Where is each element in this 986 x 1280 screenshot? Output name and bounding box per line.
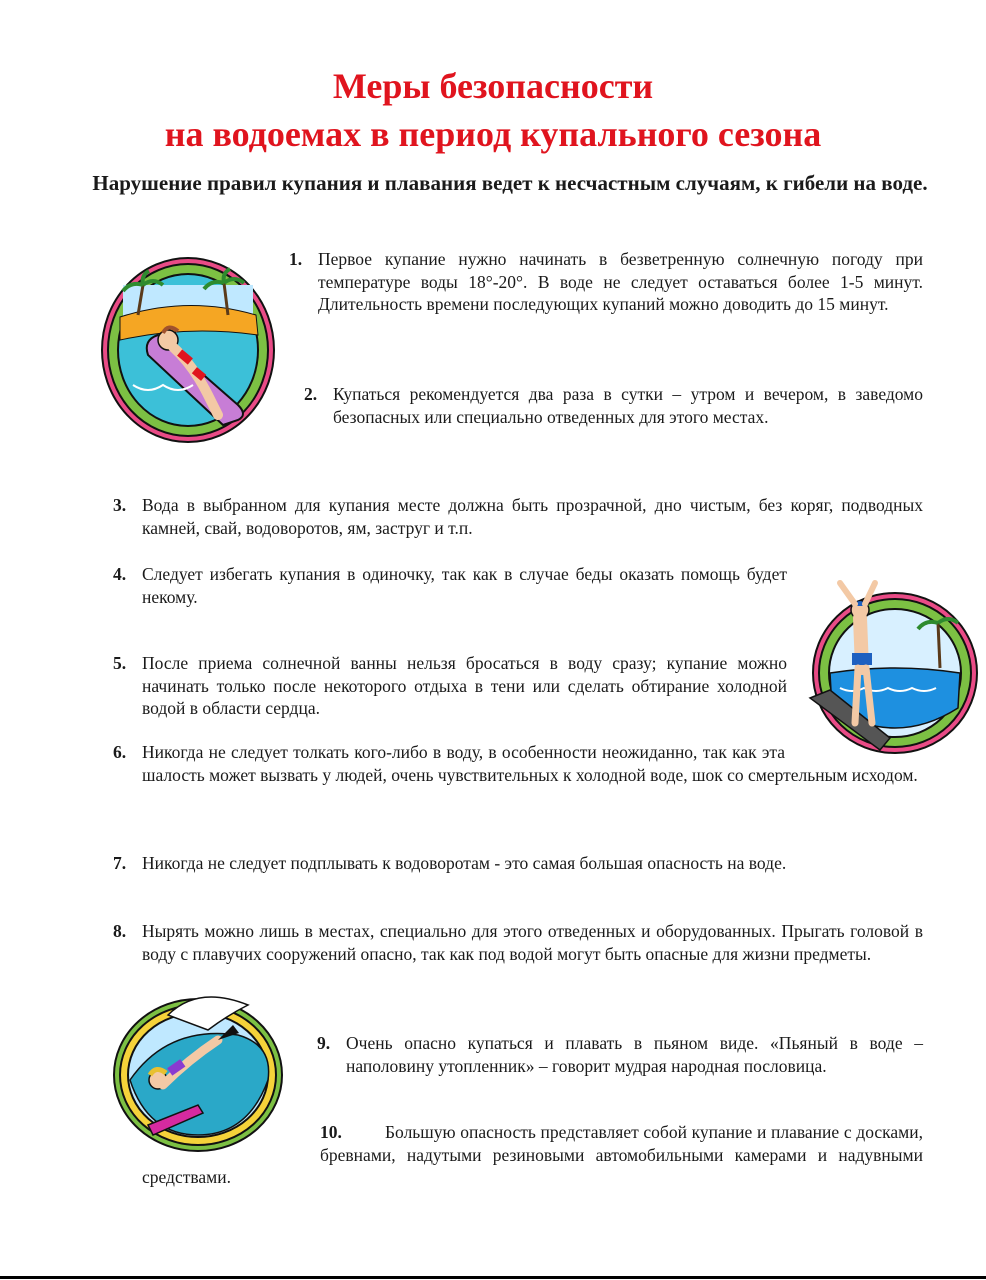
item-text: Очень опасно купаться и плавать в пьяном виде. «Пьяный в воде – наполовину утопленник» – говорит мудрая народная пословица. <box>346 1033 923 1076</box>
list-item-5 <box>113 652 787 720</box>
item-text: Никогда не следует толкать кого-либо в воду, в особенности неожиданно, так как эта шалость может вызвать у людей, очень чувствительных к холодной воде, шок со смертельным исходом. <box>142 742 918 785</box>
list-item-8 <box>113 920 923 965</box>
item-text: Следует избегать купания в одиночку, так как в случае беды оказать помощь будет некому. <box>142 564 787 607</box>
page-subtitle: Нарушение правил купания и плавания ведет к несчастным случаям, к гибели на воде. <box>92 171 928 195</box>
item-text: Большую опасность представляет собой купание и плавание с досками, бревнами, надутыми резиновыми автомобильными камерами и надувными средствами. <box>142 1122 923 1187</box>
list-item-2 <box>304 383 923 428</box>
item-number: 6. <box>113 742 127 762</box>
list-item-10 <box>142 1121 923 1189</box>
item-number: 10. <box>320 1122 342 1142</box>
item-text: Никогда не следует подплывать к водоворотам - это самая большая опасность на воде. <box>142 853 787 873</box>
sunbathing-illustration <box>98 255 278 445</box>
item-text: Купаться рекомендуется два раза в сутки – утром и вечером, в заведомо безопасных или специально отведенных для этого местах. <box>333 384 923 427</box>
item-number: 9. <box>317 1033 331 1053</box>
item-number: 3. <box>113 495 127 515</box>
list-item-9 <box>317 1032 923 1077</box>
bottom-border <box>0 1276 986 1279</box>
item-number: 7. <box>113 853 127 873</box>
list-item-7 <box>113 852 923 875</box>
item-text: Нырять можно лишь в местах, специально для этого отведенных и оборудованных. Прыгать головой в воду с плавучих сооружений опасно, так как под водой могут быть опасные для жизни предметы. <box>142 921 923 964</box>
diver-illustration <box>800 578 980 756</box>
item-number: 8. <box>113 921 127 941</box>
item-text: Первое купание нужно начинать в безветренную солнечную погоду при температуре воды 18°-20°. В воде не следует оставаться более 1-5 минут. Длительность времени последующих купаний можно доводить до 15 минут. <box>318 249 923 314</box>
list-item-4 <box>113 563 787 608</box>
page-title-line2: на водоемах в период купального сезона <box>164 114 822 154</box>
list-item-3 <box>113 494 923 539</box>
item-number: 4. <box>113 564 127 584</box>
list-item-1 <box>289 248 923 316</box>
page-title-line1: Меры безопасности <box>332 66 654 106</box>
item-text: После приема солнечной ванны нельзя бросаться в воду сразу; купание можно начинать только после некоторого отдыха в тени или сделать обтирание холодной водой в области сердца. <box>142 653 787 718</box>
item-number: 5. <box>113 653 127 673</box>
item-number: 2. <box>304 384 318 404</box>
list-item-6 <box>113 741 923 786</box>
item-text: Вода в выбранном для купания месте должна быть прозрачной, дно чистым, без коряг, подводных камней, свай, водоворотов, ям, заструг и т.п. <box>142 495 923 538</box>
item-number: 1. <box>289 249 303 269</box>
